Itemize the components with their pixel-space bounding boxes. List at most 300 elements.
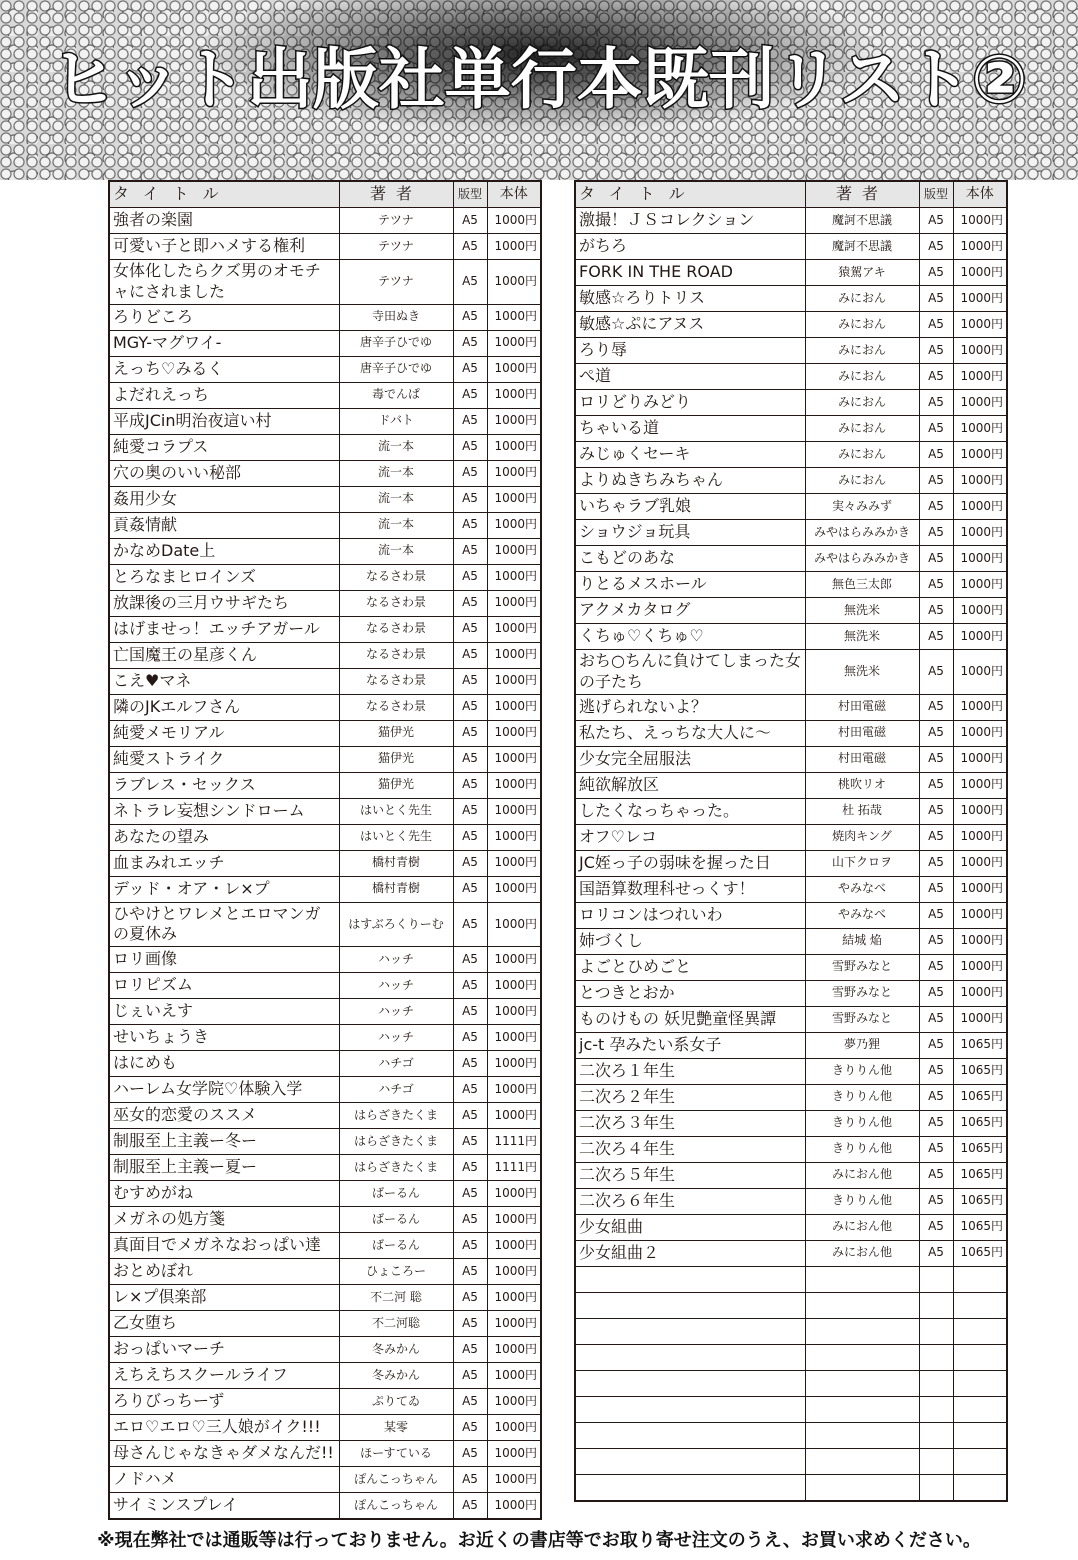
book-format: A5 (453, 512, 487, 538)
book-format: A5 (453, 1285, 487, 1311)
book-price: 1000円 (487, 850, 541, 876)
book-title: よごとひめごと (575, 954, 805, 980)
book-title: くちゅ♡くちゅ♡ (575, 624, 805, 650)
book-price: 1000円 (487, 772, 541, 798)
book-price: 1000円 (953, 442, 1007, 468)
book-format: A5 (919, 1136, 953, 1162)
book-title: こもどのあな (575, 546, 805, 572)
book-price: 1000円 (953, 260, 1007, 286)
book-title: ロリどりみどり (575, 390, 805, 416)
book-format: A5 (919, 338, 953, 364)
book-title: 純欲解放区 (575, 772, 805, 798)
header-title: タイトル (575, 181, 805, 208)
book-author: みやはらみみかき (805, 520, 919, 546)
book-author: きりりん他 (805, 1136, 919, 1162)
book-format: A5 (919, 1032, 953, 1058)
book-title: 姦用少女 (109, 486, 339, 512)
table-header-row (575, 181, 1007, 208)
book-price (953, 1474, 1007, 1501)
book-author: 雪野みなと (805, 980, 919, 1006)
book-title: FORK IN THE ROAD (575, 260, 805, 286)
book-author: 村田電磁 (805, 720, 919, 746)
book-price: 1065円 (953, 1032, 1007, 1058)
book-format: A5 (919, 390, 953, 416)
book-author: はいとく先生 (339, 824, 453, 850)
book-price: 1000円 (953, 234, 1007, 260)
book-title: 姉づくし (575, 928, 805, 954)
book-title: こえ♥マネ (109, 668, 339, 694)
book-price: 1000円 (953, 494, 1007, 520)
empty-row (575, 1266, 1007, 1292)
book-format: A5 (453, 902, 487, 947)
book-price: 1000円 (487, 1363, 541, 1389)
book-format: A5 (453, 234, 487, 260)
book-price: 1000円 (487, 234, 541, 260)
book-price: 1000円 (953, 208, 1007, 234)
book-format: A5 (453, 382, 487, 408)
table-row (109, 1389, 541, 1415)
table-row (575, 494, 1007, 520)
book-format (919, 1292, 953, 1318)
book-author: みにおん他 (805, 1214, 919, 1240)
book-author: なるさわ景 (339, 694, 453, 720)
book-format: A5 (453, 1077, 487, 1103)
book-author: ハッチ (339, 999, 453, 1025)
book-price: 1000円 (487, 590, 541, 616)
table-row (109, 1077, 541, 1103)
book-price: 1065円 (953, 1084, 1007, 1110)
book-price: 1000円 (487, 1051, 541, 1077)
book-author: 雪野みなと (805, 1006, 919, 1032)
book-price: 1000円 (953, 546, 1007, 572)
book-list-table-right (574, 180, 1008, 1502)
book-price (953, 1266, 1007, 1292)
book-format: A5 (453, 1259, 487, 1285)
book-format: A5 (919, 694, 953, 720)
table-row (109, 382, 541, 408)
book-title: ぺ道 (575, 364, 805, 390)
book-title (575, 1474, 805, 1501)
book-author: 桃吹リオ (805, 772, 919, 798)
empty-row (575, 1370, 1007, 1396)
book-author: 猫伊光 (339, 746, 453, 772)
book-price: 1065円 (953, 1058, 1007, 1084)
table-row (575, 798, 1007, 824)
book-title: 隣のJKエルフさん (109, 694, 339, 720)
table-row (575, 598, 1007, 624)
book-format: A5 (919, 520, 953, 546)
book-price: 1111円 (487, 1155, 541, 1181)
table-row (109, 304, 541, 330)
book-author: はらざきたくま (339, 1129, 453, 1155)
book-author: みやはらみみかき (805, 546, 919, 572)
book-format: A5 (453, 590, 487, 616)
book-price: 1000円 (487, 408, 541, 434)
book-price: 1000円 (487, 720, 541, 746)
book-price: 1000円 (487, 876, 541, 902)
book-format (919, 1266, 953, 1292)
book-price: 1000円 (953, 390, 1007, 416)
book-title: えちえちスクールライフ (109, 1363, 339, 1389)
book-format: A5 (919, 954, 953, 980)
book-format: A5 (919, 468, 953, 494)
book-price (953, 1448, 1007, 1474)
book-list-table-left (108, 180, 542, 1520)
book-title: 母さんじゃなきゃダメなんだ!! (109, 1441, 339, 1467)
book-format: A5 (919, 494, 953, 520)
table-row (109, 434, 541, 460)
table-row (109, 330, 541, 356)
book-format: A5 (919, 546, 953, 572)
book-price (953, 1292, 1007, 1318)
table-row (109, 973, 541, 999)
book-format: A5 (919, 1006, 953, 1032)
book-format: A5 (453, 564, 487, 590)
book-author: 無色三太郎 (805, 572, 919, 598)
book-author: はいとく先生 (339, 798, 453, 824)
book-price: 1000円 (487, 668, 541, 694)
book-format: A5 (919, 902, 953, 928)
book-author: 唐辛子ひでゆ (339, 330, 453, 356)
book-author: 猿駕アキ (805, 260, 919, 286)
book-price: 1111円 (487, 1129, 541, 1155)
book-title: がちろ (575, 234, 805, 260)
book-price: 1000円 (487, 1259, 541, 1285)
table-row (575, 1058, 1007, 1084)
book-price: 1000円 (953, 416, 1007, 442)
table-row (109, 1025, 541, 1051)
table-row (109, 1311, 541, 1337)
book-format: A5 (453, 304, 487, 330)
table-row (575, 234, 1007, 260)
book-title: エロ♡エロ♡三人娘がイク!!! (109, 1415, 339, 1441)
empty-row (575, 1422, 1007, 1448)
book-price: 1000円 (487, 902, 541, 947)
book-author: ほーすている (339, 1441, 453, 1467)
book-author: 焼肉キング (805, 824, 919, 850)
book-format: A5 (453, 1311, 487, 1337)
book-price (953, 1422, 1007, 1448)
table-row (109, 460, 541, 486)
book-title: ろり辱 (575, 338, 805, 364)
book-title: 私たち、えっちな大人に～ (575, 720, 805, 746)
book-price: 1000円 (487, 746, 541, 772)
book-price: 1000円 (487, 1493, 541, 1520)
book-title: 二次ろ５年生 (575, 1162, 805, 1188)
book-format: A5 (453, 1207, 487, 1233)
table-header-row (109, 181, 541, 208)
header-author: 著者 (805, 181, 919, 208)
book-title: 二次ろ４年生 (575, 1136, 805, 1162)
table-row (575, 364, 1007, 390)
book-format: A5 (919, 364, 953, 390)
book-author: やみなべ (805, 876, 919, 902)
table-row (109, 798, 541, 824)
book-format: A5 (919, 798, 953, 824)
book-title: よだれえっち (109, 382, 339, 408)
book-title: デッド・オア・レ×プ (109, 876, 339, 902)
table-row (109, 1337, 541, 1363)
book-title: 放課後の三月ウサギたち (109, 590, 339, 616)
book-author: テツナ (339, 260, 453, 305)
book-format (919, 1318, 953, 1344)
book-format: A5 (453, 642, 487, 668)
book-author: テツナ (339, 208, 453, 234)
empty-row (575, 1344, 1007, 1370)
book-title: ろりびっちーず (109, 1389, 339, 1415)
book-price: 1065円 (953, 1214, 1007, 1240)
table-row (575, 208, 1007, 234)
table-row (109, 1467, 541, 1493)
table-row (575, 954, 1007, 980)
header-title: タイトル (109, 181, 339, 208)
table-row (109, 486, 541, 512)
book-format: A5 (919, 772, 953, 798)
book-author: みにおん他 (805, 1162, 919, 1188)
table-row (575, 1006, 1007, 1032)
book-price: 1000円 (487, 999, 541, 1025)
book-author: みにおん (805, 312, 919, 338)
book-price (953, 1396, 1007, 1422)
book-format: A5 (453, 1389, 487, 1415)
book-price: 1000円 (953, 980, 1007, 1006)
book-author (805, 1448, 919, 1474)
book-title: MGY-マグワイ- (109, 330, 339, 356)
book-author: 村田電磁 (805, 746, 919, 772)
book-format: A5 (919, 980, 953, 1006)
header-banner (0, 0, 1078, 180)
book-format: A5 (453, 973, 487, 999)
book-author: 杜 拓哉 (805, 798, 919, 824)
table-row (109, 208, 541, 234)
book-format: A5 (453, 1181, 487, 1207)
book-format (919, 1396, 953, 1422)
book-author: みにおん (805, 442, 919, 468)
table-row (575, 1188, 1007, 1214)
book-author: ぽんこっちゃん (339, 1467, 453, 1493)
book-format: A5 (919, 1188, 953, 1214)
book-format: A5 (453, 460, 487, 486)
book-price: 1000円 (953, 624, 1007, 650)
book-author: ハッチ (339, 1025, 453, 1051)
book-format: A5 (453, 208, 487, 234)
book-price: 1000円 (953, 572, 1007, 598)
book-format: A5 (453, 720, 487, 746)
empty-row (575, 1396, 1007, 1422)
book-format: A5 (453, 947, 487, 973)
book-author: 村田電磁 (805, 694, 919, 720)
book-author: 無洗米 (805, 598, 919, 624)
book-author: ぽんこっちゃん (339, 1493, 453, 1520)
book-price: 1000円 (487, 616, 541, 642)
book-price: 1000円 (487, 434, 541, 460)
book-format: A5 (919, 416, 953, 442)
table-row (109, 824, 541, 850)
book-author: 猫伊光 (339, 772, 453, 798)
book-author: ばーるん (339, 1207, 453, 1233)
book-author: みにおん他 (805, 1240, 919, 1266)
table-row (109, 1103, 541, 1129)
book-author: ドバト (339, 408, 453, 434)
book-price (953, 1318, 1007, 1344)
book-format (919, 1422, 953, 1448)
book-title: 二次ろ６年生 (575, 1188, 805, 1214)
empty-row (575, 1474, 1007, 1501)
table-row (575, 416, 1007, 442)
book-format: A5 (919, 234, 953, 260)
book-title: あなたの望み (109, 824, 339, 850)
book-author: ぷりてゐ (339, 1389, 453, 1415)
book-format: A5 (919, 1162, 953, 1188)
book-price: 1065円 (953, 1162, 1007, 1188)
book-title: サイミンスプレイ (109, 1493, 339, 1520)
table-row (109, 356, 541, 382)
book-title: 少女完全屈服法 (575, 746, 805, 772)
table-row (109, 642, 541, 668)
book-author: 流一本 (339, 486, 453, 512)
book-format: A5 (919, 720, 953, 746)
book-price: 1000円 (953, 850, 1007, 876)
table-row (109, 694, 541, 720)
book-price: 1000円 (487, 824, 541, 850)
table-row (109, 999, 541, 1025)
table-row (109, 772, 541, 798)
book-title (575, 1318, 805, 1344)
book-title: ロリ画像 (109, 947, 339, 973)
book-price: 1000円 (953, 954, 1007, 980)
book-author: ハチゴ (339, 1077, 453, 1103)
book-author (805, 1422, 919, 1448)
book-title: 敏感☆ぷにアヌス (575, 312, 805, 338)
book-format: A5 (919, 1084, 953, 1110)
book-author: ハッチ (339, 973, 453, 999)
book-title: ショウジョ玩具 (575, 520, 805, 546)
book-format: A5 (453, 1233, 487, 1259)
book-title: よりぬきちみちゃん (575, 468, 805, 494)
book-price: 1000円 (953, 650, 1007, 695)
empty-row (575, 1448, 1007, 1474)
book-price: 1000円 (953, 338, 1007, 364)
book-format: A5 (453, 1493, 487, 1520)
book-price: 1065円 (953, 1136, 1007, 1162)
table-row (109, 564, 541, 590)
table-row (109, 1493, 541, 1520)
table-row (575, 260, 1007, 286)
book-author: 魔訶不思議 (805, 234, 919, 260)
table-row (109, 1415, 541, 1441)
book-author: なるさわ景 (339, 668, 453, 694)
book-price: 1000円 (487, 1077, 541, 1103)
book-author: 猫伊光 (339, 720, 453, 746)
book-price: 1000円 (953, 286, 1007, 312)
book-title (575, 1292, 805, 1318)
table-row (109, 1129, 541, 1155)
book-format: A5 (919, 850, 953, 876)
book-format: A5 (453, 330, 487, 356)
book-author: 不二河 聡 (339, 1285, 453, 1311)
book-author: 雪野みなと (805, 954, 919, 980)
book-title: 純愛メモリアル (109, 720, 339, 746)
book-title: 二次ろ３年生 (575, 1110, 805, 1136)
book-author: 夢乃狸 (805, 1032, 919, 1058)
book-price: 1000円 (487, 356, 541, 382)
book-title: 激撮！ＪＳコレクション (575, 208, 805, 234)
book-author: なるさわ景 (339, 616, 453, 642)
table-row (575, 1162, 1007, 1188)
book-price: 1000円 (953, 1006, 1007, 1032)
table-row (109, 1207, 541, 1233)
book-price: 1000円 (487, 694, 541, 720)
book-format: A5 (919, 312, 953, 338)
book-author: なるさわ景 (339, 564, 453, 590)
table-row (575, 1084, 1007, 1110)
table-row (575, 390, 1007, 416)
book-title: ロリコンはつれいわ (575, 902, 805, 928)
book-author: 流一本 (339, 460, 453, 486)
table-row (575, 1240, 1007, 1266)
book-author: 橋村青樹 (339, 850, 453, 876)
book-author: みにおん (805, 390, 919, 416)
book-title: メガネの処方箋 (109, 1207, 339, 1233)
book-title: おっぱいマーチ (109, 1337, 339, 1363)
book-title: 乙女堕ち (109, 1311, 339, 1337)
book-author: 橋村青樹 (339, 876, 453, 902)
book-author: 流一本 (339, 512, 453, 538)
book-author: なるさわ景 (339, 590, 453, 616)
table-row (575, 442, 1007, 468)
book-price: 1000円 (953, 902, 1007, 928)
book-format: A5 (453, 999, 487, 1025)
book-author: みにおん (805, 416, 919, 442)
book-price: 1000円 (487, 1207, 541, 1233)
book-format: A5 (919, 1110, 953, 1136)
header-format: 版型 (919, 181, 953, 208)
book-author (805, 1292, 919, 1318)
book-author: ばーるん (339, 1233, 453, 1259)
book-price: 1000円 (487, 382, 541, 408)
table-row (109, 234, 541, 260)
book-price: 1065円 (953, 1188, 1007, 1214)
book-price: 1000円 (487, 947, 541, 973)
table-row (109, 902, 541, 947)
book-title: 巫女的恋愛のススメ (109, 1103, 339, 1129)
book-price: 1000円 (953, 824, 1007, 850)
book-format: A5 (919, 1240, 953, 1266)
book-title: ものけもの 妖児艶童怪異譚 (575, 1006, 805, 1032)
book-price: 1000円 (487, 1467, 541, 1493)
table-row (109, 1181, 541, 1207)
book-title: アクメカタログ (575, 598, 805, 624)
book-author: 無洗米 (805, 650, 919, 695)
book-format: A5 (919, 624, 953, 650)
table-row (109, 720, 541, 746)
book-price: 1000円 (487, 1415, 541, 1441)
book-price: 1000円 (487, 1285, 541, 1311)
book-title: とつきとおか (575, 980, 805, 1006)
book-title: 少女組曲 (575, 1214, 805, 1240)
table-row (109, 538, 541, 564)
book-author: 毒でんぱ (339, 382, 453, 408)
book-title: せいちょうき (109, 1025, 339, 1051)
book-author: 唐辛子ひでゆ (339, 356, 453, 382)
book-format: A5 (453, 824, 487, 850)
book-author: みにおん (805, 468, 919, 494)
book-author: ハッチ (339, 947, 453, 973)
empty-row (575, 1292, 1007, 1318)
table-row (575, 624, 1007, 650)
book-format: A5 (919, 1058, 953, 1084)
book-price: 1000円 (953, 772, 1007, 798)
